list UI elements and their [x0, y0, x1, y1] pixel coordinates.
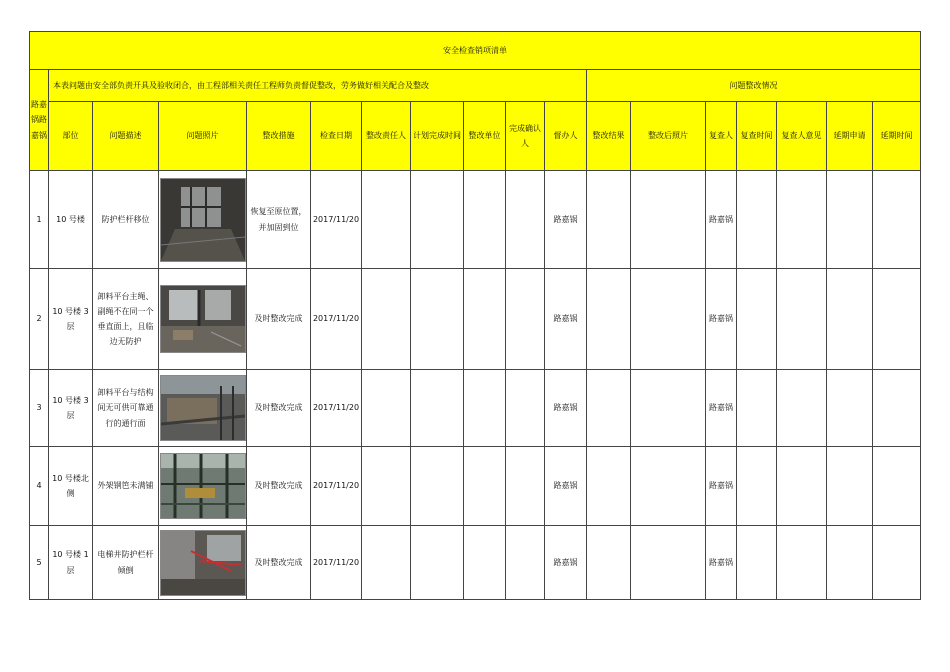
col-header: 整改结果 — [587, 102, 631, 171]
col-header: 问题照片 — [159, 102, 247, 171]
row-photo-cell — [159, 370, 247, 447]
col-header: 检查日期 — [311, 102, 362, 171]
col-header: 复查人意见 — [777, 102, 827, 171]
row-reviewer: 路嘉锅 — [706, 370, 737, 447]
row-measure: 及时整改完成 — [247, 447, 311, 526]
row-supervisor: 路嘉锅 — [545, 269, 587, 370]
col-header: 整改责任人 — [362, 102, 411, 171]
col-header: 完成确认人 — [506, 102, 545, 171]
row-measure: 恢复至原位置，并加固到位 — [247, 171, 311, 269]
row-measure: 及时整改完成 — [247, 269, 311, 370]
issue-photo — [160, 530, 246, 596]
row-location: 10 号楼 3 层 — [49, 370, 93, 447]
row-measure: 及时整改完成 — [247, 370, 311, 447]
col-header: 部位 — [49, 102, 93, 171]
section-rectification: 问题整改情况 — [587, 70, 921, 102]
col-header: 问题描述 — [93, 102, 159, 171]
row-number: 4 — [30, 447, 49, 526]
col-header: 计划完成时间 — [411, 102, 464, 171]
row-location: 10 号楼 3 层 — [49, 269, 93, 370]
table-row — [30, 269, 921, 370]
issue-photo — [160, 178, 246, 262]
row-reviewer: 路嘉锅 — [706, 171, 737, 269]
row-description: 卸料平台与结构间无可供可靠通行的通行面 — [93, 370, 159, 447]
row-location: 10 号楼 — [49, 171, 93, 269]
row-photo-cell — [159, 526, 247, 600]
table-row — [30, 526, 921, 600]
row-photo-cell — [159, 269, 247, 370]
issue-photo — [160, 453, 246, 519]
col-header: 整改措施 — [247, 102, 311, 171]
col-header: 复查人 — [706, 102, 737, 171]
row-number: 3 — [30, 370, 49, 447]
row-supervisor: 路嘉锅 — [545, 171, 587, 269]
column-header-row — [30, 102, 921, 171]
table-row — [30, 447, 921, 526]
row-photo-cell — [159, 171, 247, 269]
issue-photo — [160, 375, 246, 441]
row-location: 10 号楼 1 层 — [49, 526, 93, 600]
row-number: 5 — [30, 526, 49, 600]
col-header: 延期申请 — [827, 102, 873, 171]
row-number: 1 — [30, 171, 49, 269]
row-date: 2017/11/20 — [311, 269, 362, 370]
row-reviewer: 路嘉锅 — [706, 269, 737, 370]
row-reviewer: 路嘉锅 — [706, 447, 737, 526]
row-description: 防护栏杆移位 — [93, 171, 159, 269]
row-number: 2 — [30, 269, 49, 370]
row-date: 2017/11/20 — [311, 447, 362, 526]
row-measure: 及时整改完成 — [247, 526, 311, 600]
table-row — [30, 370, 921, 447]
inspection-sheet — [29, 31, 921, 600]
row-photo-cell — [159, 447, 247, 526]
notice-text: 本表问题由安全部负责开具及验收闭合，由工程部相关责任工程师负责督促整改，劳务做好相关配合及整改 — [49, 70, 587, 102]
issue-photo — [160, 285, 246, 353]
row-description: 电梯井防护栏杆倾倒 — [93, 526, 159, 600]
table-row — [30, 171, 921, 269]
row-reviewer: 路嘉锅 — [706, 526, 737, 600]
col-header: 复查时间 — [737, 102, 777, 171]
row-date: 2017/11/20 — [311, 526, 362, 600]
row-date: 2017/11/20 — [311, 370, 362, 447]
col-header: 整改后照片 — [631, 102, 706, 171]
col-header: 督办人 — [545, 102, 587, 171]
row-description: 外架钢笆未满铺 — [93, 447, 159, 526]
row-supervisor: 路嘉锅 — [545, 370, 587, 447]
row-location: 10 号楼北侧 — [49, 447, 93, 526]
row-description: 卸料平台主绳、副绳不在同一个垂直面上，且临边无防护 — [93, 269, 159, 370]
row-supervisor: 路嘉锅 — [545, 526, 587, 600]
side-header: 路嘉锅路嘉锅 — [30, 70, 49, 171]
row-supervisor: 路嘉锅 — [545, 447, 587, 526]
col-header: 延期时间 — [873, 102, 921, 171]
row-date: 2017/11/20 — [311, 171, 362, 269]
col-header: 整改单位 — [464, 102, 506, 171]
sheet-title: 安全检查销项清单 — [30, 32, 921, 70]
